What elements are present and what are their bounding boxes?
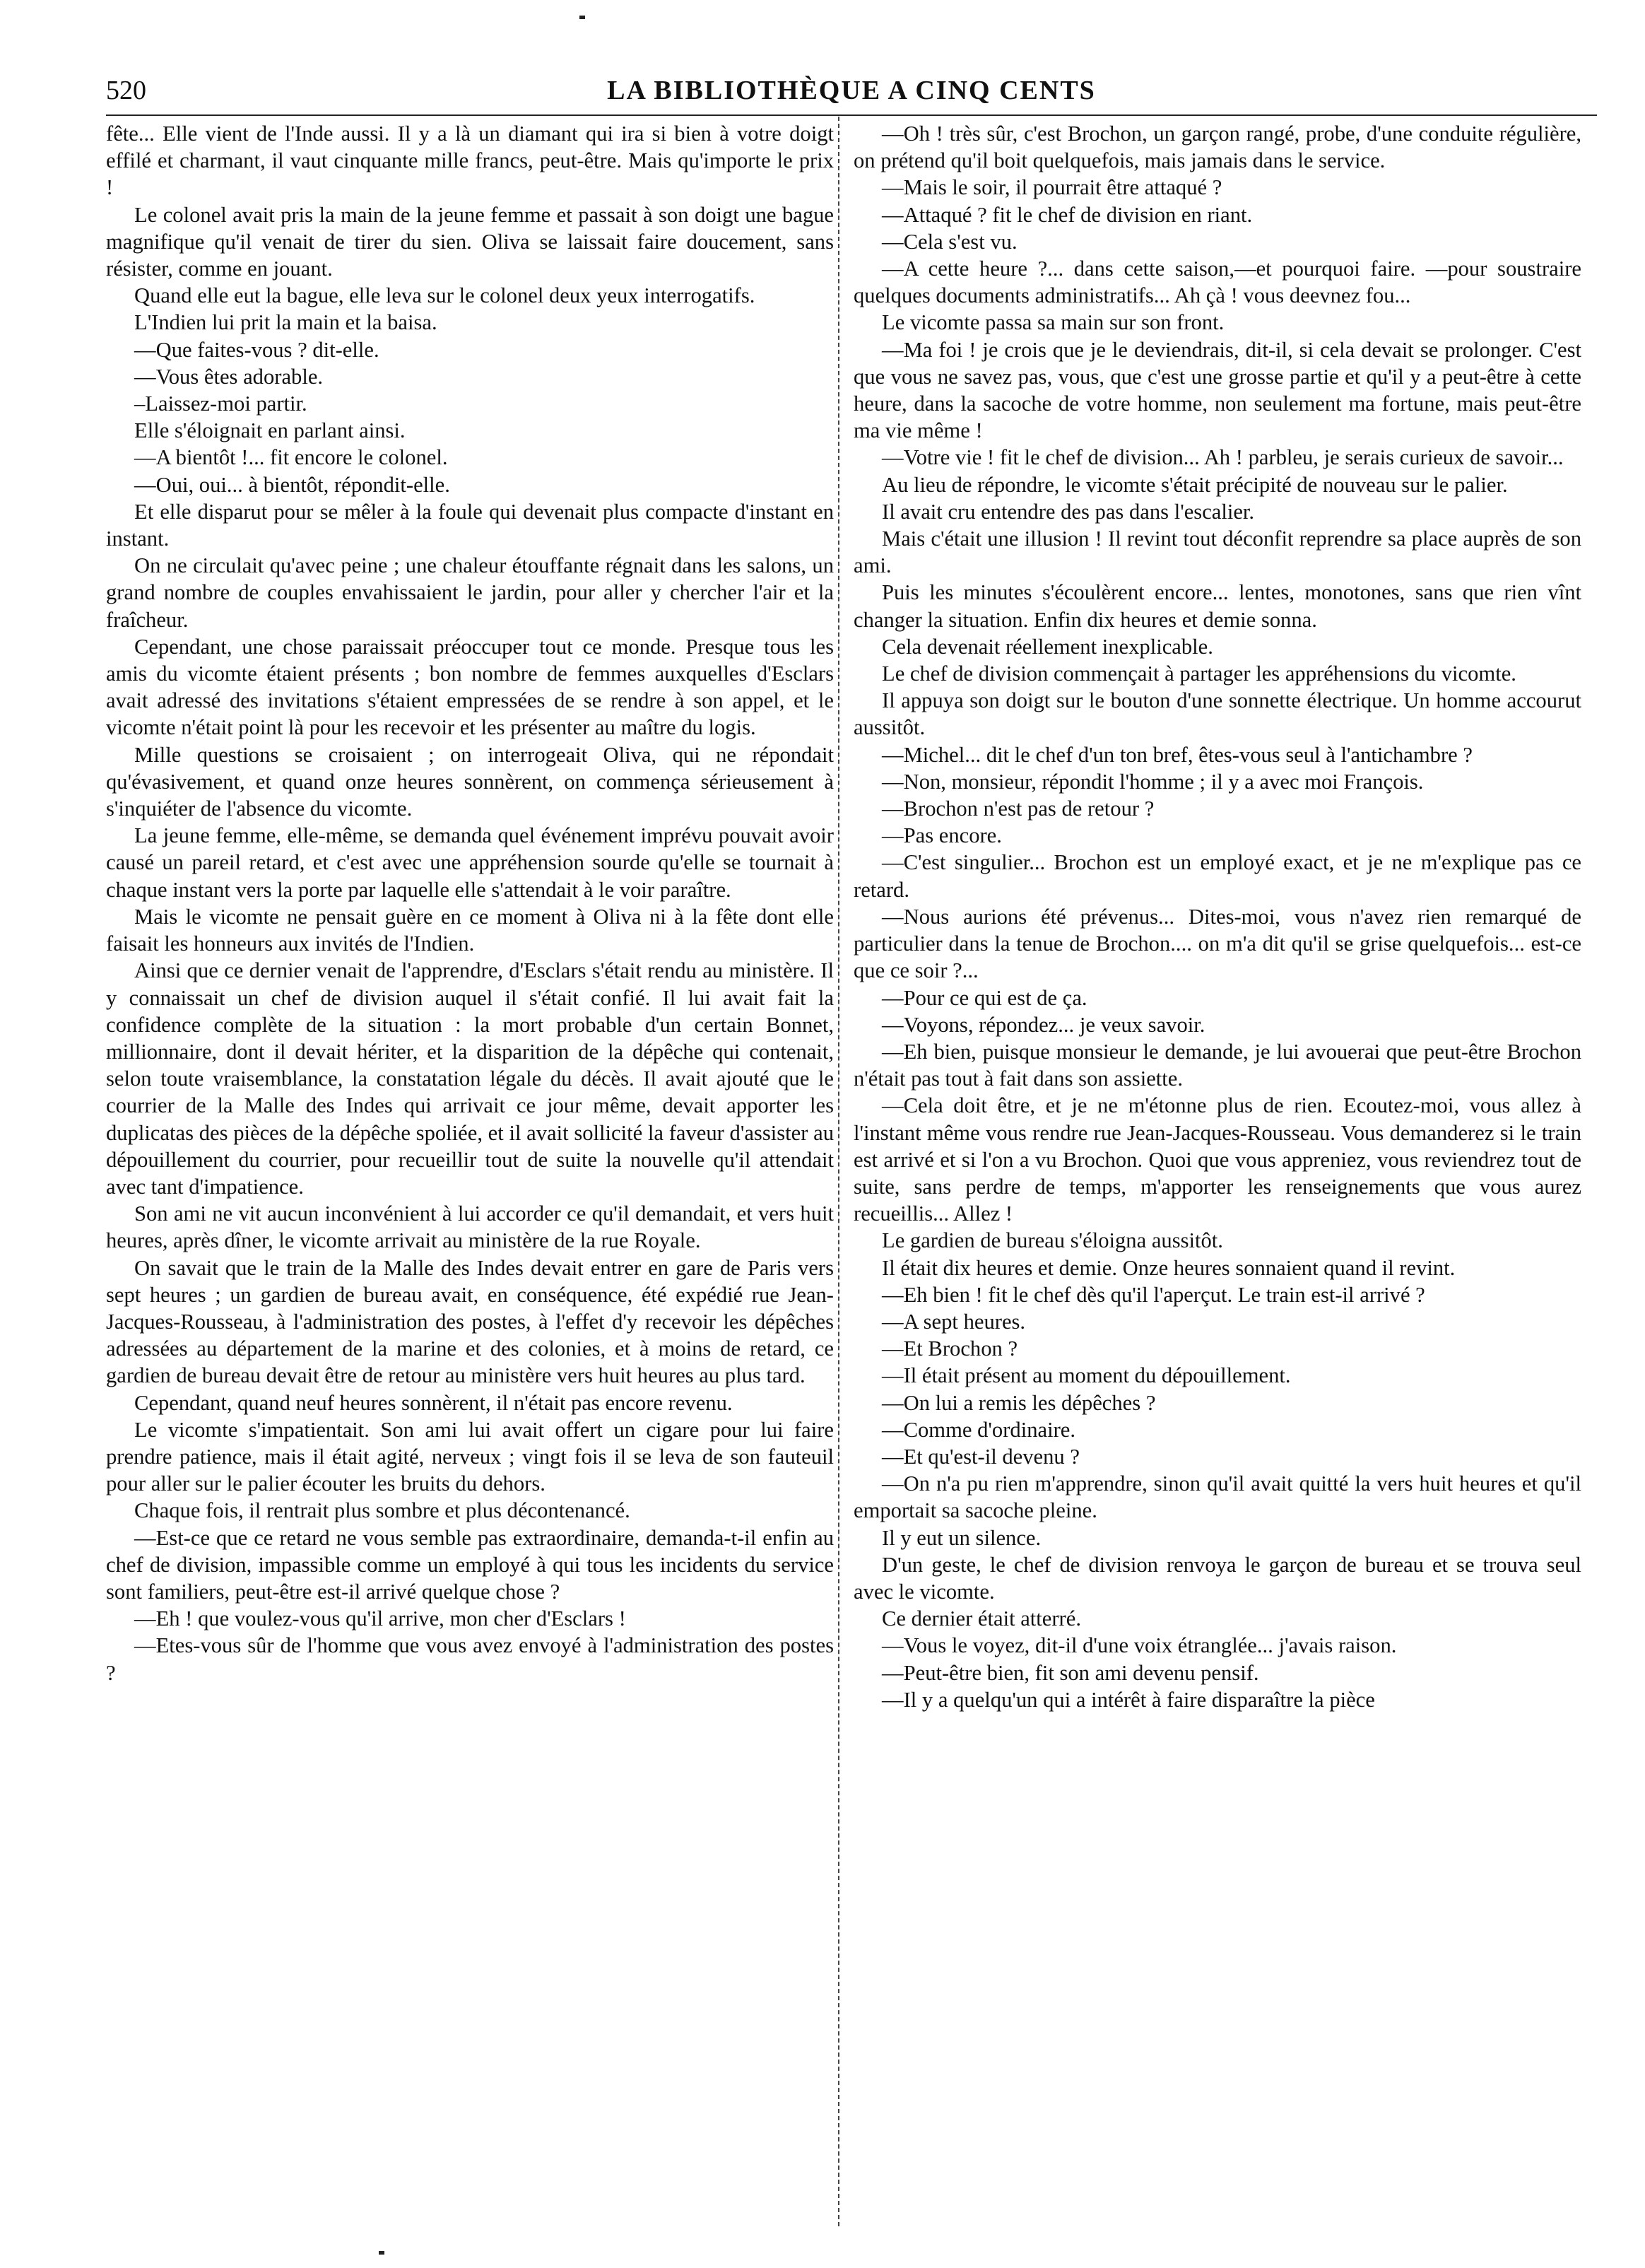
paragraph: Mille questions se croisaient ; on interrogeait Oliva, qui ne répondait qu'évasivement, et quand onze heures sonnèrent, on commença sérieusement à s'inquiéter de l'absence du vicomte. <box>106 742 834 821</box>
paragraph: Elle s'éloignait en parlant ainsi. <box>134 418 406 443</box>
paragraph: —On lui a remis les dépêches ? <box>882 1390 1156 1415</box>
paragraph: —Eh bien, puisque monsieur le demande, je lui avouerai que peut-être Brochon n'était pas tout à fait dans son assiette. <box>854 1039 1581 1091</box>
paragraph: Mais c'était une illusion ! Il revint tout déconfit reprendre sa place auprès de son ami. <box>854 527 1581 578</box>
paragraph: —Vous êtes adorable. <box>134 364 324 389</box>
paragraph: —Cela s'est vu. <box>882 229 1018 254</box>
paragraph: —Ma foi ! je crois que je le deviendrais, dit-il, si cela devait se prolonger. C'est que vous ne savez pas, vous, que c'est une grosse partie et qu'il y a peut-être à cette heure, dans la sacoche de votre homme, non seulement ma fortune, mais peut-être ma vie même ! <box>854 337 1581 443</box>
paragraph: La jeune femme, elle-même, se demanda quel événement imprévu pouvait avoir causé un pareil retard, et c'est avec une appréhension sourde qu'elle se tournait à chaque instant vers la porte par laquelle elle s'attendait à le voir paraître. <box>106 823 834 902</box>
paragraph: —Comme d'ordinaire. <box>882 1417 1075 1442</box>
paragraph: Le vicomte passa sa main sur son front. <box>882 310 1225 335</box>
paragraph: —Nous aurions été prévenus... Dites-moi, vous n'avez rien remarqué de particulier dans la tenue de Brochon.... on m'a dit qu'il se grise quelquefois... est-ce que ce soir ?... <box>854 904 1581 983</box>
paragraph: —Eh bien ! fit le chef dès qu'il l'aperçut. Le train est-il arrivé ? <box>882 1282 1425 1307</box>
column-divider <box>838 117 839 2226</box>
paragraph: Au lieu de répondre, le vicomte s'était précipité de nouveau sur le palier. <box>882 472 1508 497</box>
paragraph: Le chef de division commençait à partager les appréhensions du vicomte. <box>882 662 1516 686</box>
paragraph: Cela devenait réellement inexplicable. <box>882 634 1213 659</box>
paragraph: Il y eut un silence. <box>882 1525 1042 1550</box>
paragraph: Ainsi que ce dernier venait de l'apprendre, d'Esclars s'était rendu au ministère. Il y connaissait un chef de division auquel il s'était confié. Il lui avait fait la confidence complète de la situation : la mort probable d'un certain Bonnet, millionnaire, dont il devait hériter, et la disparition de la dépêche qui contenait, selon toute vraisemblance, la constatation légale du décès. Il avait ajouté que le courrier de la Malle des Indes qui arrivait ce jour même, devait apporter les duplicatas des pièces de la dépêche spoliée, et il avait sollicité la faveur d'assister au dépouillement du courrier, pour recueillir tout de suite la nouvelle qu'il attendait avec tant d'impatience. <box>106 958 834 1199</box>
paragraph: —Etes-vous sûr de l'homme que vous avez envoyé à l'administration des postes ? <box>106 1633 834 1685</box>
paragraph: Il appuya son doigt sur le bouton d'une sonnette électrique. Un homme accourut aussitôt. <box>854 688 1581 740</box>
header-rule <box>106 114 1597 116</box>
paragraph: —On n'a pu rien m'apprendre, sinon qu'il avait quitté la vers huit heures et qu'il emportait sa sacoche pleine. <box>854 1471 1581 1523</box>
paragraph: Cependant, quand neuf heures sonnèrent, il n'était pas encore revenu. <box>134 1390 733 1415</box>
paragraph: —Oh ! très sûr, c'est Brochon, un garçon rangé, probe, d'une conduite régulière, on prétend qu'il boit quelquefois, mais jamais dans le service. <box>854 122 1581 173</box>
paragraph: Ce dernier était atterré. <box>882 1606 1081 1631</box>
paragraph: —Vous le voyez, dit-il d'une voix étranglée... j'avais raison. <box>882 1633 1397 1658</box>
paragraph: On ne circulait qu'avec peine ; une chaleur étouffante régnait dans les salons, un grand nombre de couples envahissaient le jardin, pour aller y chercher l'air et la fraîcheur. <box>106 553 834 632</box>
page-number: 520 <box>106 76 146 105</box>
paragraph: Le colonel avait pris la main de la jeune femme et passait à son doigt une bague magnifique qu'il venait de tirer du sien. Oliva se laissait faire doucement, sans résister, comme en jouant. <box>106 202 834 281</box>
paragraph: —Pas encore. <box>882 823 1002 848</box>
paragraph: —A bientôt !... fit encore le colonel. <box>134 445 448 470</box>
paragraph: —Que faites-vous ? dit-elle. <box>134 337 379 362</box>
paragraph: —Michel... dit le chef d'un ton bref, êtes-vous seul à l'antichambre ? <box>882 742 1473 767</box>
paragraph: —Eh ! que voulez-vous qu'il arrive, mon cher d'Esclars ! <box>134 1606 626 1631</box>
paragraph: —Non, monsieur, répondit l'homme ; il y a avec moi François. <box>882 769 1424 794</box>
paragraph: —Attaqué ? fit le chef de division en riant. <box>882 202 1253 227</box>
paragraph: Mais le vicomte ne pensait guère en ce moment à Oliva ni à la fête dont elle faisait les honneurs aux invités de l'Indien. <box>106 904 834 956</box>
paragraph: —Brochon n'est pas de retour ? <box>882 797 1155 821</box>
paragraph: —Et qu'est-il devenu ? <box>882 1444 1080 1469</box>
paragraph: —Voyons, répondez... je veux savoir. <box>882 1012 1205 1037</box>
page-header <box>106 75 1597 117</box>
paragraph: —C'est singulier... Brochon est un employé exact, et je ne m'explique pas ce retard. <box>854 850 1581 902</box>
paragraph: Cependant, une chose paraissait préoccuper tout ce monde. Presque tous les amis du vicomte étaient présents ; bon nombre de femmes auxquelles d'Esclars avait adressé des invitations s'étaient empressées de se rendre à son appel, et le vicomte n'était point là pour les recevoir et les présenter au maître du logis. <box>106 634 834 740</box>
paragraph: —Il y a quelqu'un qui a intérêt à faire disparaître la pièce <box>882 1687 1375 1712</box>
paragraph: Puis les minutes s'écoulèrent encore... lentes, monotones, sans que rien vînt changer la situation. Enfin dix heures et demie sonna. <box>854 580 1581 632</box>
paragraph: –Laissez-moi partir. <box>134 392 307 416</box>
paragraph: —Il était présent au moment du dépouillement. <box>882 1363 1291 1388</box>
paragraph: —A sept heures. <box>882 1309 1026 1334</box>
paragraph: —Votre vie ! fit le chef de division... Ah ! parbleu, je serais curieux de savoir... <box>882 445 1564 470</box>
paragraph: Le gardien de bureau s'éloigna aussitôt. <box>882 1228 1223 1253</box>
paragraph: On savait que le train de la Malle des Indes devait entrer en gare de Paris vers sept heures ; un gardien de bureau avait, en conséquence, été expédié rue Jean-Jacques-Rousseau, à l'administration des postes, à l'effet d'y recevoir les dépêches adressées au département de la marine et des colonies, et à moins de retard, ce gardien de bureau devait être de retour au ministère vers huit heures au plus tard. <box>106 1255 834 1388</box>
paragraph: —Oui, oui... à bientôt, répondit-elle. <box>134 472 450 497</box>
paragraph: Son ami ne vit aucun inconvénient à lui accorder ce qu'il demandait, et vers huit heures, après dîner, le vicomte arrivait au ministère de la rue Royale. <box>106 1201 834 1253</box>
paragraph: —A cette heure ?... dans cette saison,—et pourquoi faire. —pour soustraire quelques documents administratifs... Ah çà ! vous deevnez fou... <box>854 257 1581 308</box>
paragraph: —Et Brochon ? <box>882 1336 1018 1361</box>
print-speck <box>579 16 585 19</box>
paragraph: Il avait cru entendre des pas dans l'escalier. <box>882 499 1255 524</box>
running-head: LA BIBLIOTHÈQUE A CINQ CENTS <box>607 76 1096 105</box>
paragraph: —Peut-être bien, fit son ami devenu pensif. <box>882 1660 1259 1685</box>
paragraph: —Pour ce qui est de ça. <box>882 985 1087 1010</box>
paragraph: D'un geste, le chef de division renvoya le garçon de bureau et se trouva seul avec le vicomte. <box>854 1552 1581 1604</box>
paragraph: Le vicomte s'impatientait. Son ami lui avait offert un cigare pour lui faire prendre patience, mais il était agité, nerveux ; vingt fois il se leva de son fauteuil pour aller sur le palier écouter les bruits du dehors. <box>106 1417 834 1496</box>
left-column <box>106 120 834 2226</box>
print-speck <box>379 2251 384 2255</box>
paragraph: —Mais le soir, il pourrait être attaqué ? <box>882 175 1222 200</box>
paragraph: —Cela doit être, et je ne m'étonne plus de rien. Ecoutez-moi, vous allez à l'instant même vous rendre rue Jean-Jacques-Rousseau. Vous demanderez si le train est arrivé et si l'on a vu Brochon. Quoi que vous appreniez, vous reviendrez tout de suite, sans perdre de temps, m'apporter les renseignements que vous aurez recueillis... Allez ! <box>854 1093 1581 1226</box>
paragraph: fête... Elle vient de l'Inde aussi. Il y a là un diamant qui ira si bien à votre doigt effilé et charmant, il vaut cinquante mille francs, peut-être. Mais qu'importe le prix ! <box>106 122 834 200</box>
paragraph: —Est-ce que ce retard ne vous semble pas extraordinaire, demanda-t-il enfin au chef de division, impassible comme un employé à qui tous les incidents du service sont familiers, peut-être est-il arrivé quelque chose ? <box>106 1525 834 1604</box>
paragraph: Et elle disparut pour se mêler à la foule qui devenait plus compacte d'instant en instant. <box>106 499 834 551</box>
paragraph: Quand elle eut la bague, elle leva sur le colonel deux yeux interrogatifs. <box>134 283 755 308</box>
right-column <box>854 120 1581 2226</box>
paragraph: Il était dix heures et demie. Onze heures sonnaient quand il revint. <box>882 1255 1456 1280</box>
paragraph: L'Indien lui prit la main et la baisa. <box>134 310 437 335</box>
paragraph: Chaque fois, il rentrait plus sombre et plus décontenancé. <box>134 1498 630 1523</box>
